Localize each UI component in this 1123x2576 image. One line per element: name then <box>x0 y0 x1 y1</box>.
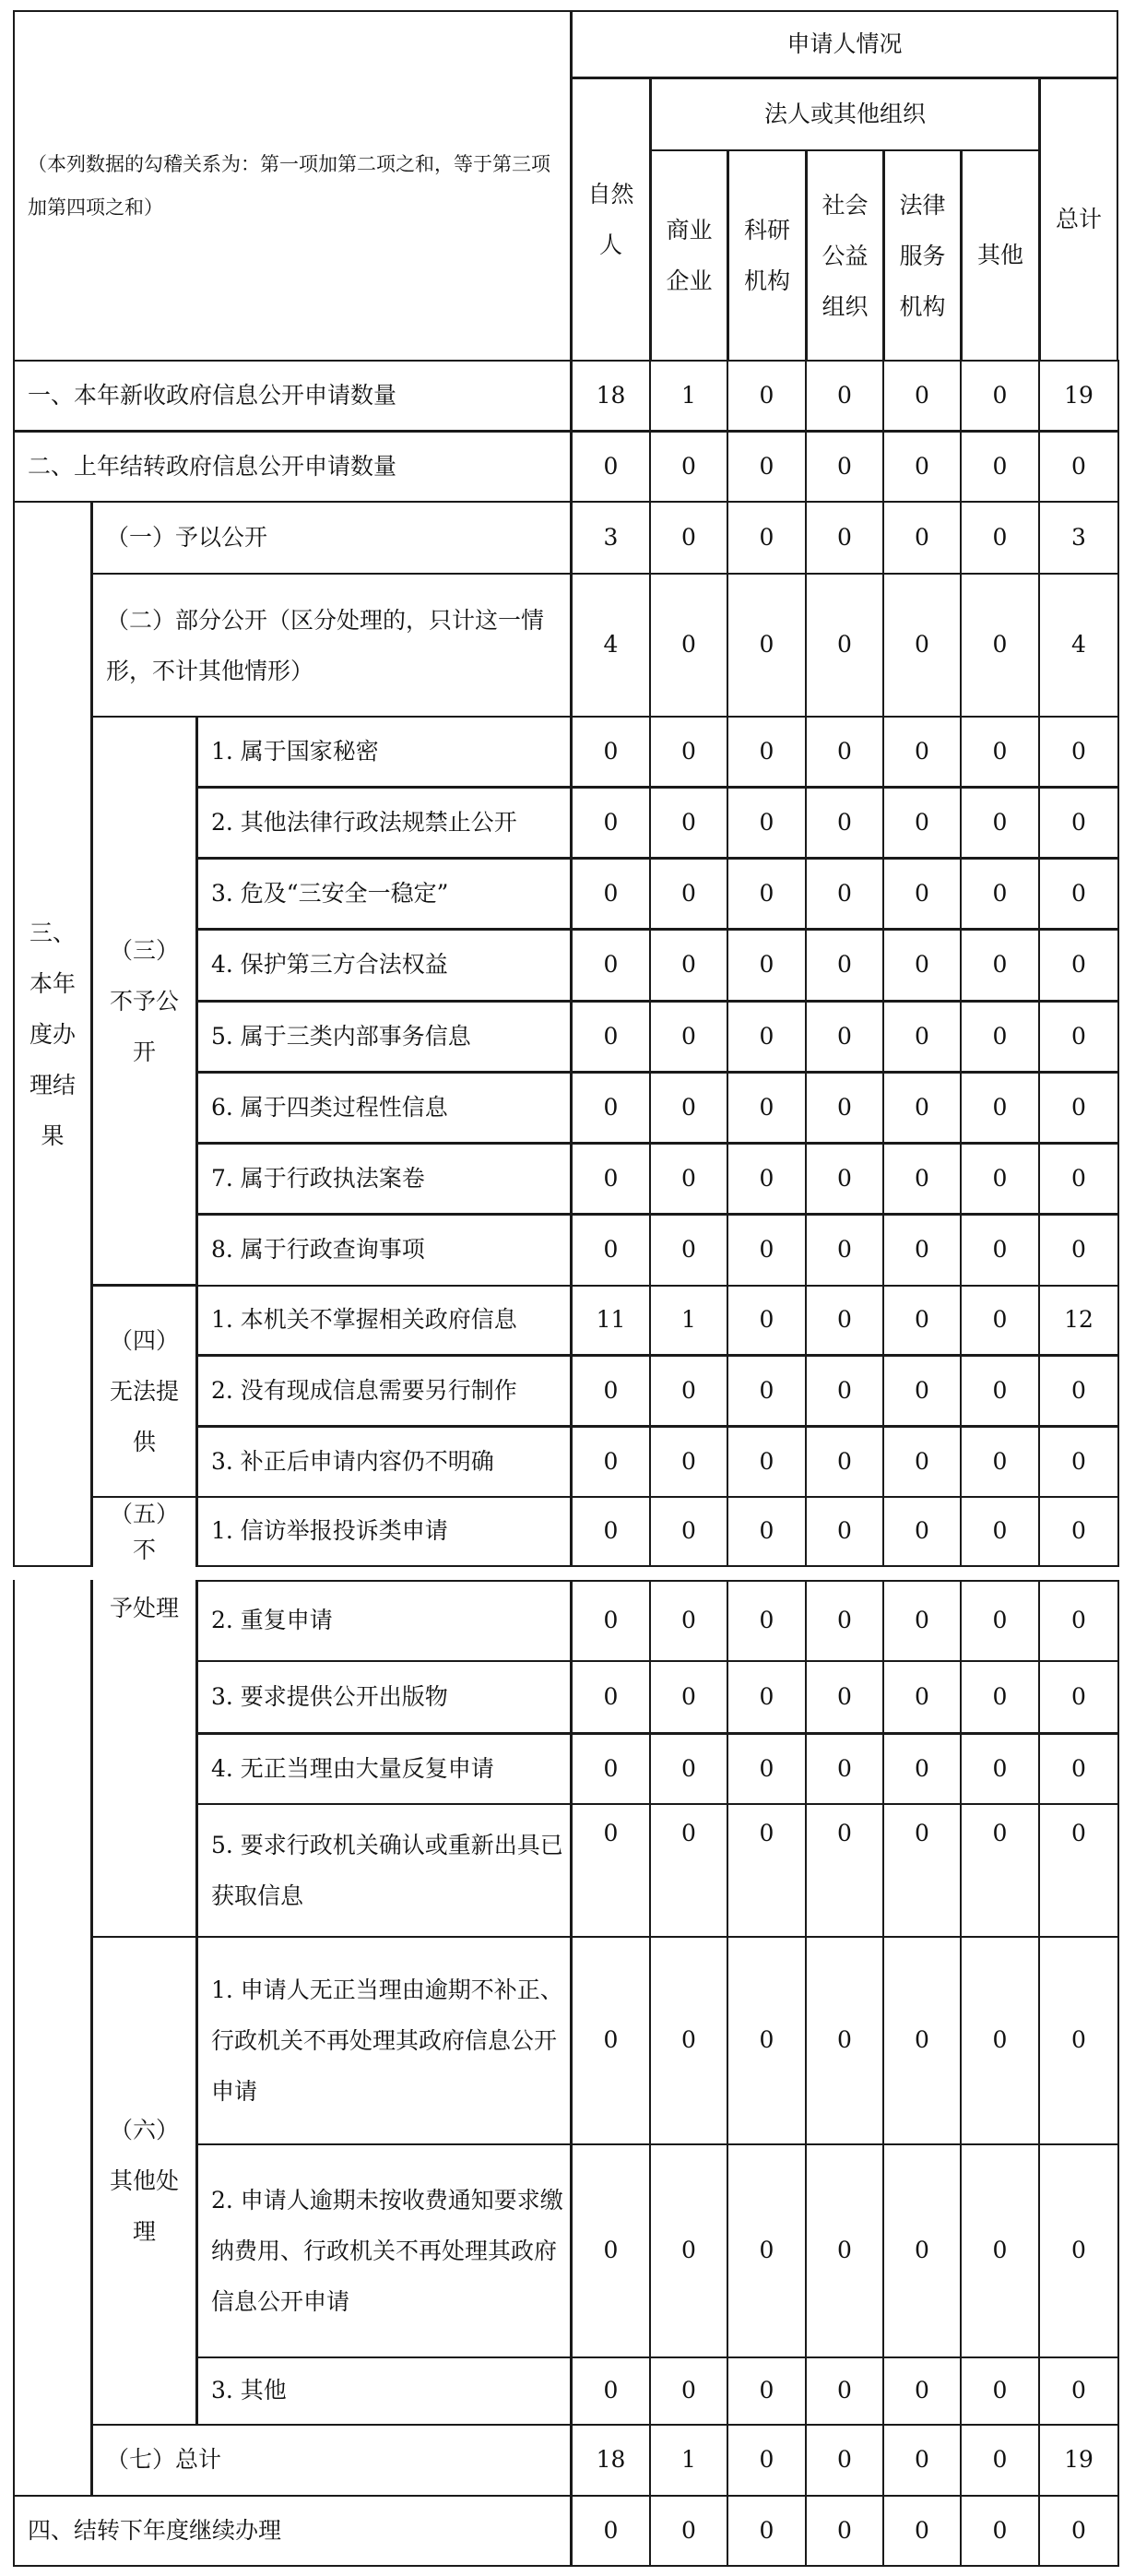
no-process-item-1-value-3: 0 <box>727 1496 807 1567</box>
header-natural-person: 自然人 <box>571 77 651 362</box>
row-partial-value-7: 4 <box>1038 573 1119 718</box>
no-process-item-5-label: 5. 要求行政机关确认或重新出具已获取信息 <box>196 1803 572 1938</box>
not-open-item-5-label: 5. 属于三类内部事务信息 <box>196 1001 572 1073</box>
other-process-item-3-value-7: 0 <box>1038 2356 1119 2426</box>
no-process-item-1-value-7: 0 <box>1038 1496 1119 1567</box>
group-not-open-label: （三）不予公开 <box>91 716 197 1286</box>
cannot-item-2-label: 2. 没有现成信息需要另行制作 <box>196 1355 572 1427</box>
row-total-value-7: 19 <box>1038 2424 1119 2497</box>
other-process-item-2-value-4: 0 <box>805 2143 884 2358</box>
other-process-item-1-value-6: 0 <box>960 1936 1040 2145</box>
not-open-item-1-value-7: 0 <box>1038 716 1119 788</box>
row-carry-value-6: 0 <box>960 431 1040 503</box>
row-open-value-1: 3 <box>571 501 651 575</box>
not-open-item-4-value-3: 0 <box>727 929 807 1002</box>
other-process-item-2-label: 2. 申请人逾期未按收费通知要求缴纳费用、行政机关不再处理其政府信息公开申请 <box>196 2143 572 2358</box>
not-open-item-1-label: 1. 属于国家秘密 <box>196 716 572 788</box>
row-total-value-1: 18 <box>571 2424 651 2497</box>
other-process-item-3-value-6: 0 <box>960 2356 1040 2426</box>
not-open-item-8-value-2: 0 <box>649 1214 728 1287</box>
row-new-value-2: 1 <box>649 360 728 432</box>
not-open-item-4-value-7: 0 <box>1038 929 1119 1002</box>
no-process-item-2-value-2: 0 <box>649 1580 728 1662</box>
not-open-item-1-value-1: 0 <box>571 716 651 788</box>
row-open-value-4: 0 <box>805 501 884 575</box>
no-process-item-5-value-1: 0 <box>571 1803 651 1938</box>
row-next-value-5: 0 <box>882 2495 962 2567</box>
no-process-item-2-value-3: 0 <box>727 1580 807 1662</box>
row-open-value-5: 0 <box>882 501 962 575</box>
not-open-item-3-label: 3. 危及“三安全一稳定” <box>196 858 572 930</box>
not-open-item-2-label: 2. 其他法律行政法规禁止公开 <box>196 787 572 859</box>
row-total-value-5: 0 <box>882 2424 962 2497</box>
no-process-item-3-value-5: 0 <box>882 1660 962 1734</box>
not-open-item-3-value-4: 0 <box>805 858 884 930</box>
row-carry-value-7: 0 <box>1038 431 1119 503</box>
group-results-continued <box>13 1580 92 2497</box>
not-open-item-4-value-5: 0 <box>882 929 962 1002</box>
no-process-item-3-label: 3. 要求提供公开出版物 <box>196 1660 572 1734</box>
row-partial-value-2: 0 <box>649 573 728 718</box>
no-process-item-3-value-4: 0 <box>805 1660 884 1734</box>
other-process-item-2-value-3: 0 <box>727 2143 807 2358</box>
other-process-item-2-value-6: 0 <box>960 2143 1040 2358</box>
no-process-item-4-value-6: 0 <box>960 1733 1040 1805</box>
cannot-item-3-value-6: 0 <box>960 1426 1040 1498</box>
row-total-value-6: 0 <box>960 2424 1040 2497</box>
group-no-process-label-b: 予处理 <box>91 1580 197 1938</box>
cannot-item-1-value-3: 0 <box>727 1285 807 1356</box>
not-open-item-2-value-1: 0 <box>571 787 651 859</box>
group-other-process-label: （六）其他处理 <box>91 1936 197 2426</box>
not-open-item-5-value-2: 0 <box>649 1001 728 1073</box>
not-open-item-3-value-6: 0 <box>960 858 1040 930</box>
row-carry-value-2: 0 <box>649 431 728 503</box>
other-process-item-3-value-2: 0 <box>649 2356 728 2426</box>
not-open-item-1-value-4: 0 <box>805 716 884 788</box>
other-process-item-1-value-1: 0 <box>571 1936 651 2145</box>
other-process-item-2-value-5: 0 <box>882 2143 962 2358</box>
no-process-item-4-value-2: 0 <box>649 1733 728 1805</box>
no-process-item-1-value-4: 0 <box>805 1496 884 1567</box>
not-open-item-4-value-2: 0 <box>649 929 728 1002</box>
cannot-item-2-value-1: 0 <box>571 1355 651 1427</box>
not-open-item-6-value-4: 0 <box>805 1072 884 1144</box>
column-note: （本列数据的勾稽关系为：第一项加第二项之和，等于第三项加第四项之和） <box>13 10 572 362</box>
no-process-item-1-value-6: 0 <box>960 1496 1040 1567</box>
cannot-item-3-value-4: 0 <box>805 1426 884 1498</box>
not-open-item-4-label: 4. 保护第三方合法权益 <box>196 929 572 1002</box>
header-business: 商业企业 <box>650 149 728 362</box>
not-open-item-6-value-1: 0 <box>571 1072 651 1144</box>
group-cannot-provide-label: （四）无法提供 <box>91 1285 197 1498</box>
cannot-item-3-label: 3. 补正后申请内容仍不明确 <box>196 1426 572 1498</box>
row-open-label: （一）予以公开 <box>91 501 572 575</box>
row-new-value-1: 18 <box>571 360 651 432</box>
header-other: 其他 <box>961 149 1040 362</box>
row-next-value-6: 0 <box>960 2495 1040 2567</box>
no-process-item-4-value-1: 0 <box>571 1733 651 1805</box>
no-process-item-2-value-5: 0 <box>882 1580 962 1662</box>
not-open-item-4-value-1: 0 <box>571 929 651 1002</box>
not-open-item-1-value-6: 0 <box>960 716 1040 788</box>
not-open-item-5-value-4: 0 <box>805 1001 884 1073</box>
row-carry-value-4: 0 <box>805 431 884 503</box>
no-process-item-4-value-5: 0 <box>882 1733 962 1805</box>
no-process-item-5-value-6: 0 <box>960 1803 1040 1938</box>
no-process-item-4-value-4: 0 <box>805 1733 884 1805</box>
other-process-item-3-value-5: 0 <box>882 2356 962 2426</box>
not-open-item-8-value-7: 0 <box>1038 1214 1119 1287</box>
no-process-item-2-value-7: 0 <box>1038 1580 1119 1662</box>
row-partial-label: （二）部分公开（区分处理的，只计这一情形，不计其他情形） <box>91 573 572 718</box>
cannot-item-1-value-5: 0 <box>882 1285 962 1356</box>
not-open-item-5-value-5: 0 <box>882 1001 962 1073</box>
not-open-item-6-label: 6. 属于四类过程性信息 <box>196 1072 572 1144</box>
cannot-item-2-value-4: 0 <box>805 1355 884 1427</box>
not-open-item-2-value-2: 0 <box>649 787 728 859</box>
row-new-value-6: 0 <box>960 360 1040 432</box>
other-process-item-1-label: 1. 申请人无正当理由逾期不补正、行政机关不再处理其政府信息公开申请 <box>196 1936 572 2145</box>
no-process-item-4-value-7: 0 <box>1038 1733 1119 1805</box>
not-open-item-6-value-3: 0 <box>727 1072 807 1144</box>
not-open-item-7-value-7: 0 <box>1038 1143 1119 1215</box>
cannot-item-3-value-1: 0 <box>571 1426 651 1498</box>
not-open-item-6-value-2: 0 <box>649 1072 728 1144</box>
cannot-item-2-value-6: 0 <box>960 1355 1040 1427</box>
not-open-item-2-value-5: 0 <box>882 787 962 859</box>
no-process-item-3-value-3: 0 <box>727 1660 807 1734</box>
not-open-item-3-value-1: 0 <box>571 858 651 930</box>
not-open-item-8-value-6: 0 <box>960 1214 1040 1287</box>
no-process-item-5-value-3: 0 <box>727 1803 807 1938</box>
not-open-item-8-value-1: 0 <box>571 1214 651 1287</box>
cannot-item-3-value-2: 0 <box>649 1426 728 1498</box>
row-total-value-2: 1 <box>649 2424 728 2497</box>
other-process-item-2-value-2: 0 <box>649 2143 728 2358</box>
row-total-value-3: 0 <box>727 2424 807 2497</box>
no-process-item-4-value-3: 0 <box>727 1733 807 1805</box>
not-open-item-7-value-1: 0 <box>571 1143 651 1215</box>
cannot-item-1-value-4: 0 <box>805 1285 884 1356</box>
not-open-item-8-value-3: 0 <box>727 1214 807 1287</box>
row-new-value-7: 19 <box>1038 360 1119 432</box>
not-open-item-4-value-4: 0 <box>805 929 884 1002</box>
not-open-item-2-value-7: 0 <box>1038 787 1119 859</box>
header-legal-group: 法人或其他组织 <box>650 77 1040 151</box>
row-next-value-7: 0 <box>1038 2495 1119 2567</box>
header-total: 总计 <box>1039 77 1118 362</box>
row-partial-value-6: 0 <box>960 573 1040 718</box>
cannot-item-2-value-5: 0 <box>882 1355 962 1427</box>
no-process-item-3-value-2: 0 <box>649 1660 728 1734</box>
not-open-item-6-value-7: 0 <box>1038 1072 1119 1144</box>
no-process-item-3-value-7: 0 <box>1038 1660 1119 1734</box>
row-next-label: 四、结转下年度继续办理 <box>13 2495 572 2567</box>
row-partial-value-3: 0 <box>727 573 807 718</box>
row-carry-label: 二、上年结转政府信息公开申请数量 <box>13 431 572 503</box>
not-open-item-2-value-4: 0 <box>805 787 884 859</box>
not-open-item-6-value-6: 0 <box>960 1072 1040 1144</box>
header-applicant: 申请人情况 <box>571 10 1118 78</box>
cannot-item-1-label: 1. 本机关不掌握相关政府信息 <box>196 1285 572 1356</box>
cannot-item-1-value-2: 1 <box>649 1285 728 1356</box>
cannot-item-2-value-2: 0 <box>649 1355 728 1427</box>
no-process-item-1-label: 1. 信访举报投诉类申请 <box>196 1496 572 1567</box>
no-process-item-2-label: 2. 重复申请 <box>196 1580 572 1662</box>
row-new-label: 一、本年新收政府信息公开申请数量 <box>13 360 572 432</box>
not-open-item-5-value-6: 0 <box>960 1001 1040 1073</box>
no-process-item-5-value-2: 0 <box>649 1803 728 1938</box>
not-open-item-5-value-3: 0 <box>727 1001 807 1073</box>
not-open-item-1-value-5: 0 <box>882 716 962 788</box>
not-open-item-1-value-2: 0 <box>649 716 728 788</box>
no-process-item-5-value-7: 0 <box>1038 1803 1119 1938</box>
row-open-value-6: 0 <box>960 501 1040 575</box>
not-open-item-5-value-7: 0 <box>1038 1001 1119 1073</box>
cannot-item-3-value-3: 0 <box>727 1426 807 1498</box>
cannot-item-3-value-5: 0 <box>882 1426 962 1498</box>
cannot-item-1-value-6: 0 <box>960 1285 1040 1356</box>
cannot-item-1-value-1: 11 <box>571 1285 651 1356</box>
no-process-item-1-value-2: 0 <box>649 1496 728 1567</box>
not-open-item-3-value-3: 0 <box>727 858 807 930</box>
other-process-item-1-value-4: 0 <box>805 1936 884 2145</box>
not-open-item-7-label: 7. 属于行政执法案卷 <box>196 1143 572 1215</box>
other-process-item-3-label: 3. 其他 <box>196 2356 572 2426</box>
not-open-item-3-value-5: 0 <box>882 858 962 930</box>
other-process-item-3-value-4: 0 <box>805 2356 884 2426</box>
no-process-item-1-value-5: 0 <box>882 1496 962 1567</box>
row-next-value-1: 0 <box>571 2495 651 2567</box>
not-open-item-8-label: 8. 属于行政查询事项 <box>196 1214 572 1287</box>
not-open-item-7-value-4: 0 <box>805 1143 884 1215</box>
not-open-item-2-value-3: 0 <box>727 787 807 859</box>
header-research: 科研机构 <box>727 149 807 362</box>
other-process-item-1-value-7: 0 <box>1038 1936 1119 2145</box>
row-partial-value-4: 0 <box>805 573 884 718</box>
row-carry-value-5: 0 <box>882 431 962 503</box>
no-process-item-3-value-1: 0 <box>571 1660 651 1734</box>
other-process-item-2-value-1: 0 <box>571 2143 651 2358</box>
no-process-item-5-value-4: 0 <box>805 1803 884 1938</box>
no-process-item-1-value-1: 0 <box>571 1496 651 1567</box>
row-open-value-3: 0 <box>727 501 807 575</box>
row-partial-value-5: 0 <box>882 573 962 718</box>
other-process-item-1-value-2: 0 <box>649 1936 728 2145</box>
row-new-value-3: 0 <box>727 360 807 432</box>
row-total-value-4: 0 <box>805 2424 884 2497</box>
row-total-label: （七）总计 <box>91 2424 572 2497</box>
row-new-value-5: 0 <box>882 360 962 432</box>
no-process-item-2-value-1: 0 <box>571 1580 651 1662</box>
no-process-item-2-value-6: 0 <box>960 1580 1040 1662</box>
not-open-item-2-value-6: 0 <box>960 787 1040 859</box>
not-open-item-3-value-2: 0 <box>649 858 728 930</box>
not-open-item-6-value-5: 0 <box>882 1072 962 1144</box>
not-open-item-5-value-1: 0 <box>571 1001 651 1073</box>
not-open-item-1-value-3: 0 <box>727 716 807 788</box>
not-open-item-3-value-7: 0 <box>1038 858 1119 930</box>
row-next-value-4: 0 <box>805 2495 884 2567</box>
cannot-item-3-value-7: 0 <box>1038 1426 1119 1498</box>
not-open-item-7-value-6: 0 <box>960 1143 1040 1215</box>
not-open-item-8-value-4: 0 <box>805 1214 884 1287</box>
row-next-value-2: 0 <box>649 2495 728 2567</box>
no-process-item-3-value-6: 0 <box>960 1660 1040 1734</box>
other-process-item-1-value-3: 0 <box>727 1936 807 2145</box>
header-social: 社会公益组织 <box>806 149 884 362</box>
row-carry-value-3: 0 <box>727 431 807 503</box>
cannot-item-2-value-7: 0 <box>1038 1355 1119 1427</box>
other-process-item-2-value-7: 0 <box>1038 2143 1119 2358</box>
not-open-item-7-value-2: 0 <box>649 1143 728 1215</box>
no-process-item-2-value-4: 0 <box>805 1580 884 1662</box>
not-open-item-7-value-3: 0 <box>727 1143 807 1215</box>
no-process-item-5-value-5: 0 <box>882 1803 962 1938</box>
not-open-item-7-value-5: 0 <box>882 1143 962 1215</box>
other-process-item-3-value-3: 0 <box>727 2356 807 2426</box>
not-open-item-8-value-5: 0 <box>882 1214 962 1287</box>
no-process-item-4-label: 4. 无正当理由大量反复申请 <box>196 1733 572 1805</box>
row-carry-value-1: 0 <box>571 431 651 503</box>
other-process-item-3-value-1: 0 <box>571 2356 651 2426</box>
group-results-label: 三、本年度办理结果 <box>13 501 92 1567</box>
row-open-value-2: 0 <box>649 501 728 575</box>
not-open-item-4-value-6: 0 <box>960 929 1040 1002</box>
header-legal-service: 法律服务机构 <box>883 149 962 362</box>
other-process-item-1-value-5: 0 <box>882 1936 962 2145</box>
row-new-value-4: 0 <box>805 360 884 432</box>
group-no-process-label-a: （五）不 <box>91 1496 197 1567</box>
row-next-value-3: 0 <box>727 2495 807 2567</box>
cannot-item-1-value-7: 12 <box>1038 1285 1119 1356</box>
cannot-item-2-value-3: 0 <box>727 1355 807 1427</box>
row-partial-value-1: 4 <box>571 573 651 718</box>
row-open-value-7: 3 <box>1038 501 1119 575</box>
